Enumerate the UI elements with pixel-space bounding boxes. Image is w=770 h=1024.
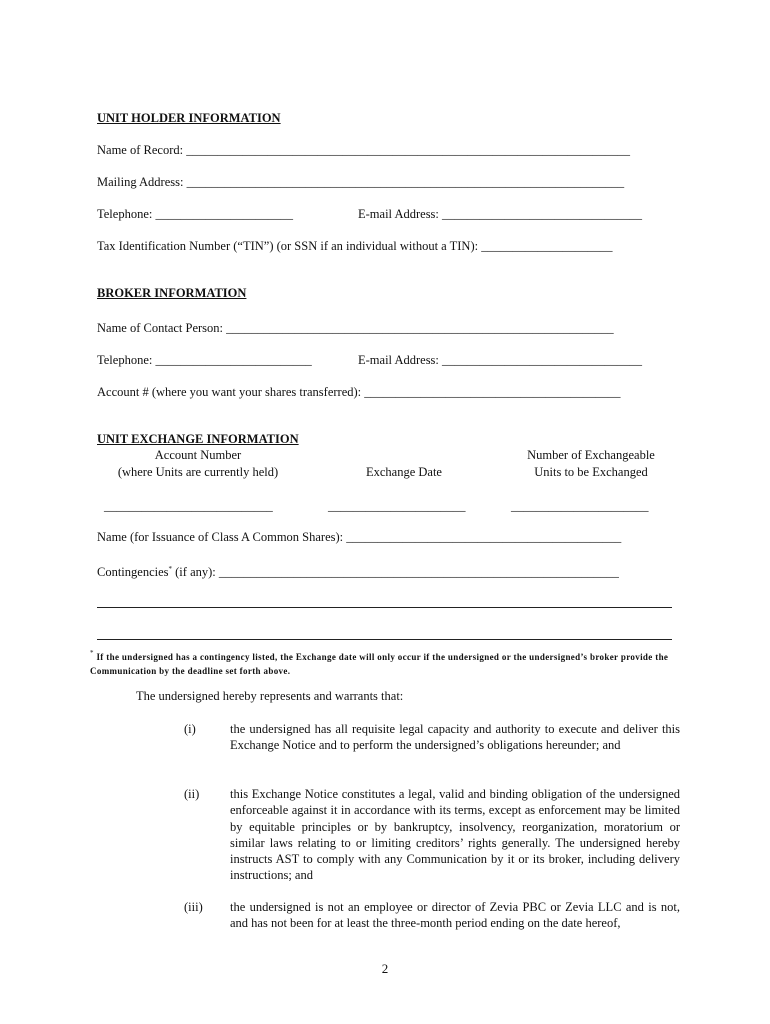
rep-item-text: the undersigned is not an employee or director of Zevia PBC or Zevia LLC and is not, and has not been for at least the three-month period ending on the date hereof,: [230, 900, 680, 931]
contact-person-field[interactable]: Name of Contact Person: ______________________________________________________________: [97, 321, 614, 335]
col-units-sublabel: Units to be Exchanged: [534, 465, 648, 479]
broker-telephone-field[interactable]: Telephone: _________________________: [97, 353, 312, 367]
unit-exchange-heading: UNIT EXCHANGE INFORMATION: [97, 432, 299, 446]
broker-email-field[interactable]: E-mail Address: ________________________________: [358, 353, 643, 367]
tin-field[interactable]: Tax Identification Number (“TIN”) (or SSN if an individual without a TIN): _____________________: [97, 239, 613, 253]
contingencies-field[interactable]: [97, 562, 619, 580]
broker-heading: BROKER INFORMATION: [97, 286, 247, 300]
contingencies-extra-line-1[interactable]: [97, 607, 672, 608]
account-number-blank[interactable]: ___________________________: [104, 499, 273, 513]
contingencies-asterisk: *: [168, 565, 173, 573]
unit-holder-telephone-field[interactable]: Telephone: ______________________: [97, 207, 293, 221]
col-account-number-sublabel: (where Units are currently held): [117, 465, 279, 479]
footnote-marker: *: [90, 649, 94, 657]
contingency-footnote: [90, 646, 680, 678]
rep-item-number: (iii): [184, 900, 203, 914]
rep-item-number: (ii): [184, 787, 200, 801]
rep-item-number: (i): [184, 722, 196, 736]
account-number-field[interactable]: Account # (where you want your shares transferred): _________________________________________: [97, 385, 621, 399]
name-issuance-field[interactable]: Name (for Issuance of Class A Common Shares): ____________________________________________: [97, 530, 622, 544]
contingencies-blank: (if any): ________________________________________________________________: [172, 565, 619, 579]
units-exchanged-blank[interactable]: ______________________: [511, 499, 649, 513]
rep-item-text: the undersigned has all requisite legal capacity and authority to execute and deliver this Exchange Notice and to perform the undersigned’s obligations hereunder; and: [230, 722, 680, 753]
exchange-date-blank[interactable]: ______________________: [328, 499, 466, 513]
mailing-address-field[interactable]: Mailing Address: ______________________________________________________________________: [97, 175, 625, 189]
page-number: 2: [381, 961, 389, 976]
unit-holder-email-field[interactable]: E-mail Address: ________________________________: [358, 207, 643, 221]
contingencies-label: Contingencies: [97, 565, 169, 579]
contingencies-extra-line-2[interactable]: [97, 639, 672, 640]
col-account-number-label: Account Number: [154, 448, 242, 462]
unit-holder-heading: UNIT HOLDER INFORMATION: [97, 111, 281, 125]
rep-item-text: this Exchange Notice constitutes a legal, valid and binding obligation of the undersigned enforceable against it in accordance with its terms, except as enforcement may be limited by equitable principles or by bankruptcy, insolvency, reorganization, moratorium or similar laws relating to or limiting creditors’ rights generally. The undersigned hereby instructs AST to comply with any Communication by it or its broker, including delivery instructions; and: [230, 787, 680, 883]
footnote-text: If the undersigned has a contingency listed, the Exchange date will only occur if the undersigned or the undersigned’s broker provide the Communication by the deadline set forth above.: [90, 652, 669, 676]
col-exchange-date-label: Exchange Date: [365, 465, 442, 479]
name-of-record-field[interactable]: Name of Record: _______________________________________________________________________: [97, 143, 630, 157]
representations-intro: The undersigned hereby represents and warrants that:: [136, 689, 404, 703]
col-units-label: Number of Exchangeable: [527, 448, 655, 462]
